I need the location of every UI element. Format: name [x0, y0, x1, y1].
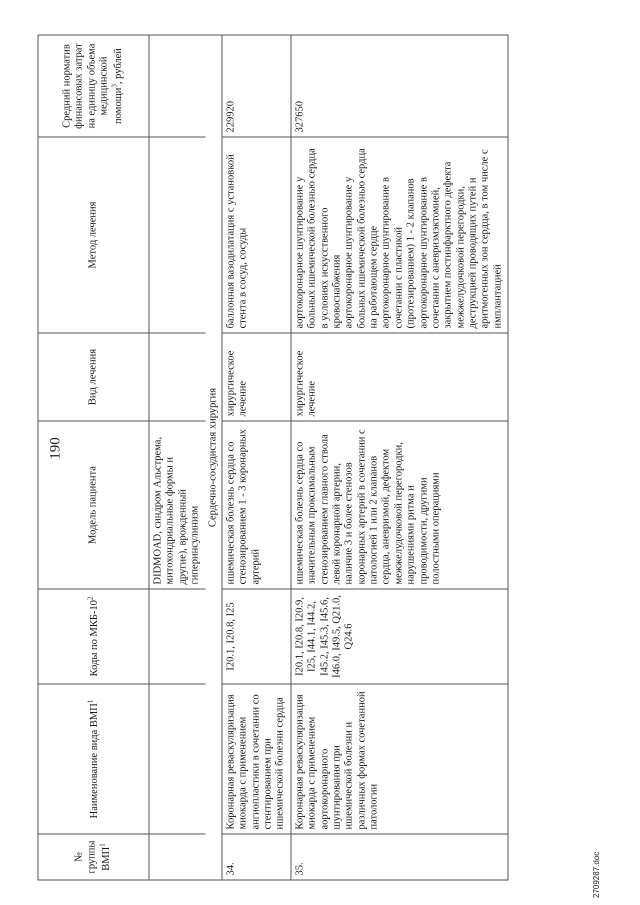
section-title: Сердечно-сосудистая хирургия	[205, 35, 222, 880]
row-35-methods	[291, 137, 508, 333]
row-34-name: Коронарная реваскуляризация миокарда с применением ангиопластики в сочетании со стентированием при ишемической болезни сердца	[222, 684, 291, 834]
continuation-model: DIDMOAD, синдром Альстрема, митохондриальные формы и другие), врожденный гиперинсулинизм	[149, 421, 205, 589]
footer-doc-name: 2709287.doc	[592, 851, 601, 898]
row-34-method: баллонная вазодилатация с установкой стента в сосуд, сосуды	[222, 137, 291, 333]
header-codes: Коды по МКБ-$10^2$	[38, 589, 149, 684]
row-35-cost: 327650	[291, 35, 508, 137]
header-method: Метод лечения	[38, 137, 149, 333]
header-name: Наименование вида ВМП$^1$	[38, 684, 149, 834]
rotated-table-block	[38, 36, 578, 881]
row-35-name: Коронарная реваскуляризация миокарда с применением аортокоронарного шунтирования при ишемической болезни и различных формах сочетанной патологии	[291, 684, 508, 834]
row-35-method-1: аортокоронарное шунтирование у больных ишемической болезнью сердца в условиях искусственного кровоснабжения	[294, 148, 343, 329]
row-34-codes: I20.1, I20.8, I25	[222, 589, 291, 684]
row-34-cost: 229920	[222, 35, 291, 137]
vmp-table	[38, 35, 509, 881]
header-model: Модель пациента	[38, 421, 149, 589]
row-35-method-2: аортокоронарное шунтирование у больных ишемической болезнью сердца на работающем сердце	[343, 148, 380, 329]
row-35-no: 35.	[291, 834, 508, 880]
row-35-method-3: аортокоронарное шунтирование в сочетании с пластикой (протезированием) 1 - 2 клапанов	[380, 177, 417, 329]
table-header-row	[38, 35, 149, 880]
table-row	[222, 35, 291, 880]
section-row	[205, 35, 222, 880]
row-35-method-4: аортокоронарное шунтирование в сочетании с аневризмэктомией, закрытием постинфарктного дефекта межжелудочковой перегородки, деструкцией проводящих путей и аритмогенных зон сердца, в том числе с имплантацией	[418, 149, 504, 329]
row-34-no: 34.	[222, 834, 291, 880]
row-34-type: хирургическое лечение	[222, 333, 291, 421]
row-35-type: хирургическое лечение	[291, 333, 508, 421]
table-row	[291, 35, 508, 880]
header-type: Вид лечения	[38, 333, 149, 421]
row-35-codes: I20.1, I20.8, I20.9, I25, I44.1, I44.2, I45.2, I45.3, I45.6, I46.0, I49.5, Q21.0, Q24.6	[291, 589, 508, 684]
row-35-model: ишемическая болезнь сердца со значительным проксимальным стенозированием главного ствола левой коронарной артерии, наличие 3 и более стенозов коронарных артерий в сочетании с патологией 1 или 2 клапанов сердца, аневризмой, дефектом межжелудочковой перегородки, нарушениями ритма и проводимости, другими полостными операциями	[291, 421, 508, 589]
page-number: 190	[47, 437, 64, 460]
header-group-no: № группы ВМП$^1$	[38, 834, 149, 880]
continuation-row	[149, 35, 205, 880]
header-cost: Средний норматив финансовых затрат на единицу объема медицинской помощи$^3$, рублей	[38, 35, 149, 137]
row-34-model: ишемическая болезнь сердца со стенозированием 1 - 3 коронарных артерий	[222, 421, 291, 589]
